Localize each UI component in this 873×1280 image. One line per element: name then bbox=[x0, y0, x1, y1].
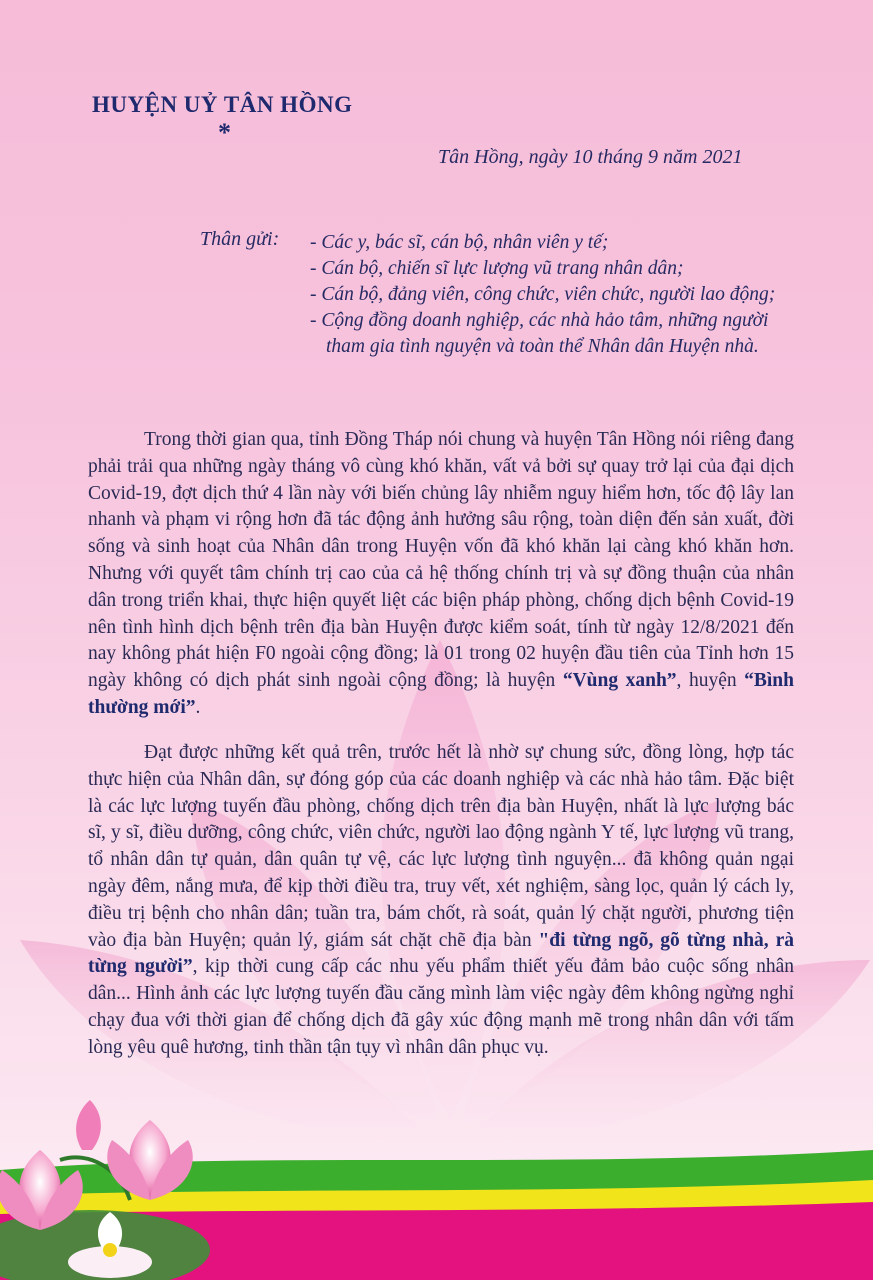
recipient-list bbox=[310, 230, 830, 360]
paragraph-text: Trong thời gian qua, tỉnh Đồng Tháp nói chung và huyện Tân Hồng nói riêng đang phải trải qua những ngày tháng vô cùng khó khăn, vất vả bởi sự quay trở lại của đại dịch Covid-19, đợt dịch thứ 4 lần này với biến chủng lây nhiễm nguy hiểm hơn, tốc độ lây lan nhanh và phạm vi rộng hơn đã tác động ảnh hưởng sâu rộng, toàn diện đến sản xuất, đời sống và sinh hoạt của Nhân dân trong Huyện vốn đã khó khăn lại càng khó khăn hơn. Nhưng với quyết tâm chính trị cao của cả hệ thống chính trị và sự đồng thuận của nhân dân trong triển khai, thực hiện quyết liệt các biện pháp phòng, chống dịch bệnh Covid-19 nên tình hình dịch bệnh trên địa bàn Huyện được kiểm soát, tính từ ngày 12/8/2021 đến nay không phát hiện F0 ngoài cộng đồng; là 01 trong 02 huyện đầu tiên của Tỉnh hơn 15 ngày không có dịch phát sinh ngoài cộng đồng; là huyện bbox=[88, 429, 794, 692]
highlight-new-normal: “Bình thường mới” bbox=[88, 670, 794, 718]
highlight-green-zone: “Vùng xanh” bbox=[562, 670, 677, 692]
paragraph-text: , kịp thời cung cấp các nhu yếu phẩm thiết yếu đảm bảo cuộc sống nhân dân... Hình ảnh các lực lượng tuyến đầu căng mình làm việc ngày đêm không ngừng nghỉ chạy đua với thời gian để chống dịch đã gây xúc động mạnh mẽ trong nhân dân với tấm lòng yêu quê hương, tinh thần tận tụy vì nhân dân phục vụ. bbox=[88, 956, 794, 1058]
highlight-slogan: "đi từng ngõ, gõ từng nhà, rà từng người” bbox=[88, 929, 794, 978]
paragraph-text: . bbox=[195, 696, 201, 718]
recipient-item: tham gia tình nguyện và toàn thể Nhân dân Huyện nhà. bbox=[326, 336, 759, 357]
date-line: Tân Hồng, ngày 10 tháng 9 năm 2021 bbox=[438, 146, 743, 168]
greeting-label: Thân gửi: bbox=[200, 228, 280, 250]
body-paragraph-2 bbox=[88, 740, 794, 1062]
recipient-item: - Cộng đồng doanh nghiệp, các nhà hảo tâm, những người bbox=[310, 310, 769, 331]
recipient-item: - Cán bộ, đảng viên, công chức, viên chức, người lao động; bbox=[310, 284, 776, 305]
recipient-item: - Các y, bác sĩ, cán bộ, nhân viên y tế; bbox=[310, 232, 609, 253]
paragraph-text: , huyện bbox=[676, 670, 745, 692]
body-paragraph-1 bbox=[88, 427, 794, 722]
recipient-item: - Cán bộ, chiến sĩ lực lượng vũ trang nhân dân; bbox=[310, 258, 684, 279]
paragraph-text: Đạt được những kết quả trên, trước hết là nhờ sự chung sức, đồng lòng, hợp tác thực hiện của Nhân dân, sự đóng góp của các doanh nghiệp và các nhà hảo tâm. Đặc biệt là các lực lượng tuyến đầu phòng, chống dịch trên địa bàn Huyện, nhất là lực lượng bác sĩ, y sĩ, điều dưỡng, công chức, viên chức, người lao động ngành Y tế, lực lượng vũ trang, tổ nhân dân tự quản, dân quân tự vệ, các lực lượng tình nguyện... đã không quản ngại ngày đêm, nắng mưa, để kịp thời điều tra, truy vết, xét nghiệm, sàng lọc, quản lý cách ly, điều trị bệnh cho nhân dân; tuần tra, bám chốt, rà soát, quản lý chặt người, phương tiện vào địa bàn Huyện; quản lý, giám sát chặt chẽ địa bàn bbox=[88, 742, 794, 951]
header-star: * bbox=[218, 118, 231, 147]
organization-name: HUYỆN UỶ TÂN HỒNG bbox=[92, 92, 353, 117]
